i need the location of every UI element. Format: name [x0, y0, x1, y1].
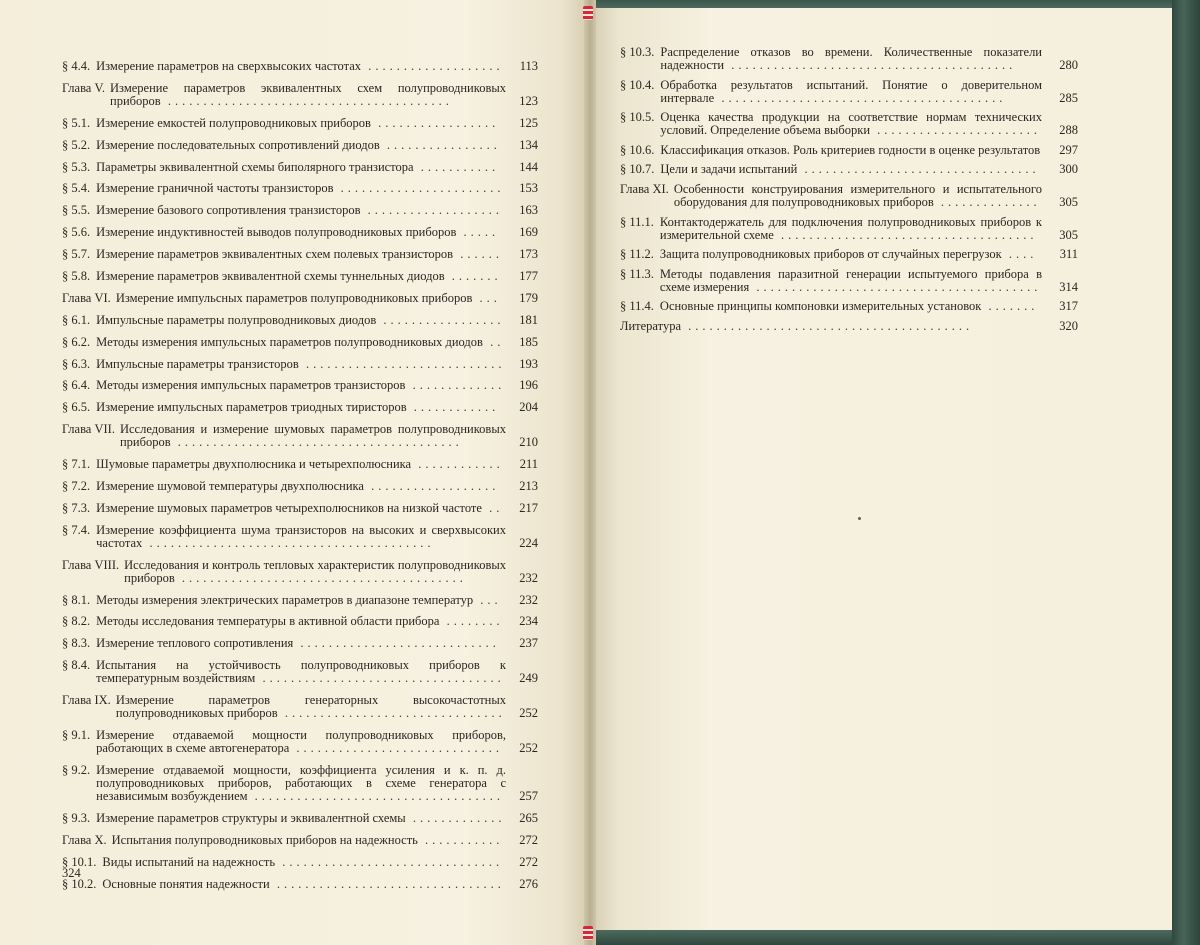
- entry-page-number: 211: [519, 457, 538, 472]
- entry-page-number: 272: [519, 832, 538, 847]
- dot-leader: .....: [456, 225, 500, 240]
- entry-page-number: 196: [519, 378, 538, 393]
- entry-title-text: Измерение параметров эквивалентных схем полевых транзисторов: [96, 247, 454, 262]
- entry-page-number: 153: [519, 181, 538, 196]
- section-number: § 8.2.: [62, 614, 91, 629]
- entry-title-text: Оценка качества продукции на соответствие нормам технических условий. Определение объема выборки: [660, 110, 1042, 138]
- dot-leader: ........................................: [142, 535, 435, 550]
- toc-entry: [62, 358, 538, 371]
- entry-page-number: 320: [1059, 318, 1078, 333]
- entry-title: [116, 694, 506, 720]
- chapter-label: Глава VI.: [62, 290, 111, 305]
- section-number: § 8.3.: [62, 636, 91, 651]
- entry-title: [96, 270, 506, 283]
- dot-leader: ........: [439, 614, 504, 629]
- entry-page-number: 305: [1059, 227, 1078, 242]
- entry-title-text: Измерение параметров эквивалентных схем полупроводниковых приборов: [110, 80, 506, 108]
- section-number: § 10.7.: [620, 162, 655, 177]
- section-number: § 9.3.: [62, 810, 91, 825]
- toc-entry: [620, 183, 1078, 209]
- entry-title-text: Литература: [620, 318, 681, 333]
- entry-page-number: 237: [519, 636, 538, 651]
- dot-leader: ...........: [417, 832, 504, 847]
- entry-page-number: 144: [519, 159, 538, 174]
- dot-leader: ........................................: [681, 318, 974, 333]
- section-number: § 10.4.: [620, 77, 655, 92]
- entry-title: [660, 216, 1042, 242]
- cover-edge-right: [1172, 0, 1200, 945]
- section-number: § 8.1.: [62, 592, 91, 607]
- dot-leader: ........................................: [749, 279, 1042, 294]
- section-number: § 9.2.: [62, 762, 91, 777]
- dot-leader: .................: [376, 312, 505, 327]
- page-number: 324: [62, 866, 81, 880]
- entry-page-number: 252: [519, 706, 538, 721]
- dot-leader: ............................: [298, 356, 506, 371]
- toc-entry: [62, 139, 538, 152]
- dot-leader: ....: [1001, 247, 1038, 262]
- entry-title-text: Измерение емкостей полупроводниковых приборов: [96, 115, 371, 130]
- section-number: § 10.5.: [620, 110, 655, 125]
- section-number: § 6.1.: [62, 312, 91, 327]
- entry-title: [96, 226, 506, 239]
- entry-page-number: 217: [519, 500, 538, 515]
- entry-page-number: 193: [519, 356, 538, 371]
- entry-page-number: 173: [519, 247, 538, 262]
- section-number: § 5.2.: [62, 137, 91, 152]
- toc-entry: [62, 314, 538, 327]
- chapter-label: Глава VII.: [62, 422, 115, 437]
- entry-title: [660, 248, 1042, 261]
- dot-leader: ............................: [293, 636, 500, 651]
- dot-leader: ..: [482, 334, 505, 349]
- entry-title-text: Измерение импульсных параметров триодных тиристоров: [96, 400, 407, 415]
- entry-page-number: 252: [519, 741, 538, 756]
- entry-title-text: Методы измерения электрических параметров в диапазоне температур: [96, 592, 474, 607]
- entry-title-text: Измерение граничной частоты транзисторов: [96, 181, 334, 196]
- toc-entry: [62, 659, 538, 685]
- section-number: § 10.2.: [62, 876, 97, 891]
- toc-entry: [620, 163, 1078, 176]
- toc-entry: [62, 248, 538, 261]
- entry-title: [660, 268, 1042, 294]
- entry-title-text: Параметры эквивалентной схемы биполярного транзистора: [96, 159, 414, 174]
- entry-title-text: Методы измерения импульсных параметров полупроводниковых диодов: [96, 334, 483, 349]
- entry-title: [674, 183, 1042, 209]
- entry-title: [660, 46, 1042, 72]
- toc-entry: [62, 637, 538, 650]
- entry-title: [96, 379, 506, 392]
- toc-entry: [62, 336, 538, 349]
- entry-title: [96, 60, 506, 73]
- toc-entry: [62, 559, 538, 585]
- entry-title-text: Классификация отказов. Роль критериев годности в оценке результатов: [660, 142, 1041, 157]
- toc-entry: [62, 117, 538, 130]
- section-number: § 11.1.: [620, 214, 654, 229]
- toc-entry: [62, 834, 538, 847]
- entry-title-text: Измерение параметров на сверхвысоких частотах: [96, 59, 362, 73]
- toc-entry: [62, 204, 538, 217]
- entry-title: [96, 401, 506, 414]
- toc-entry: [62, 694, 538, 720]
- entry-title: [660, 144, 1042, 157]
- entry-page-number: 163: [519, 203, 538, 218]
- dot-leader: ............: [411, 457, 504, 472]
- section-number: § 8.4.: [62, 658, 91, 673]
- entry-title: [96, 502, 506, 515]
- dot-leader: ..................: [363, 479, 500, 494]
- section-number: § 6.4.: [62, 378, 91, 393]
- entry-title-text: Виды испытаний на надежность: [102, 854, 276, 869]
- toc-entry: [62, 878, 538, 891]
- entry-page-number: 272: [519, 854, 538, 869]
- dot-leader: ........................................: [714, 90, 1007, 105]
- entry-title-text: Методы исследования температуры в активной области прибора: [96, 614, 440, 629]
- section-number: § 10.6.: [620, 142, 655, 157]
- section-number: § 7.1.: [62, 457, 91, 472]
- dot-leader: ................: [379, 137, 501, 152]
- toc-entry: [62, 82, 538, 108]
- dot-leader: ..: [481, 500, 504, 515]
- toc-entry: [62, 764, 538, 803]
- entry-title: [660, 111, 1042, 137]
- section-number: § 11.3.: [620, 266, 654, 281]
- entry-title-text: Измерение шумовой температуры двухполюсника: [96, 479, 364, 494]
- toc-entry: [62, 524, 538, 550]
- chapter-label: Глава X.: [62, 832, 107, 847]
- entry-title-text: Испытания полупроводниковых приборов на надежность: [111, 832, 418, 847]
- toc-entry: [62, 502, 538, 515]
- section-number: § 7.3.: [62, 500, 91, 515]
- entry-title-text: Защита полупроводниковых приборов от случайных перегрузок: [659, 247, 1002, 262]
- toc-entry: [620, 268, 1078, 294]
- entry-page-number: 300: [1059, 162, 1078, 177]
- entry-title-text: Особенности конструирования измерительного и испытательного оборудования для полупроводниковых приборов: [673, 181, 1042, 209]
- entry-title-text: Измерение отдаваемой мощности полупроводниковых приборов, работающих в схеме автогенератора: [96, 728, 506, 756]
- toc-entry: [62, 60, 538, 73]
- entry-title: [96, 358, 506, 371]
- entry-page-number: 317: [1059, 299, 1078, 314]
- dot-leader: ...................: [361, 59, 504, 73]
- toc-entry: [62, 182, 538, 195]
- entry-title: [102, 878, 506, 891]
- toc-entry: [62, 615, 538, 628]
- entry-title: [96, 524, 506, 550]
- dot-leader: ...........: [413, 159, 500, 174]
- entry-title: [660, 300, 1042, 313]
- toc-entry: [620, 320, 1078, 333]
- entry-title-text: Измерение индуктивностей выводов полупроводниковых приборов: [96, 225, 457, 240]
- paper-speck: [858, 517, 861, 520]
- toc-entry: [62, 161, 538, 174]
- entry-page-number: 125: [519, 115, 538, 130]
- entry-title: [96, 182, 506, 195]
- entry-page-number: 181: [519, 312, 538, 327]
- toc-entry: [62, 401, 538, 414]
- dot-leader: .......: [444, 269, 502, 284]
- entry-page-number: 179: [519, 290, 538, 305]
- entry-title-text: Контактодержатель для подключения полупроводниковых приборов к измерительной схеме: [659, 214, 1042, 242]
- dot-leader: ........................................: [174, 570, 467, 585]
- chapter-label: Глава V.: [62, 80, 106, 95]
- dot-leader: ...................................: [247, 788, 505, 803]
- cover-edge-top: [596, 0, 1200, 8]
- dot-leader: ..................................: [255, 671, 505, 686]
- dot-leader: .................................: [797, 162, 1040, 177]
- dot-leader: .......................: [333, 181, 505, 196]
- entry-page-number: 213: [519, 479, 538, 494]
- entry-page-number: 232: [519, 592, 538, 607]
- entry-title-text: Исследования и измерение шумовых параметров полупроводниковых приборов: [119, 422, 506, 450]
- section-number: § 5.5.: [62, 203, 91, 218]
- section-number: § 5.1.: [62, 115, 91, 130]
- entry-page-number: 285: [1059, 90, 1078, 105]
- entry-title: [120, 423, 506, 449]
- toc-entry: [620, 300, 1078, 313]
- toc-entry: [620, 216, 1078, 242]
- dot-leader: .............: [405, 378, 506, 393]
- entry-title-text: Основные принципы компоновки измерительных установок: [659, 299, 982, 314]
- entry-page-number: 177: [519, 269, 538, 284]
- entry-page-number: 232: [519, 570, 538, 585]
- headband-top: [583, 6, 593, 20]
- entry-title: [116, 292, 506, 305]
- section-number: § 5.4.: [62, 181, 91, 196]
- entry-title-text: Измерение параметров эквивалентной схемы туннельных диодов: [96, 269, 445, 284]
- entry-page-number: 305: [1059, 194, 1078, 209]
- section-number: § 5.7.: [62, 247, 91, 262]
- entry-title-text: Измерение теплового сопротивления: [96, 636, 294, 651]
- section-number: § 11.2.: [620, 247, 654, 262]
- entry-title: [110, 82, 506, 108]
- entry-title: [96, 248, 506, 261]
- dot-leader: ........................................: [160, 93, 453, 108]
- entry-title-text: Измерение шумовых параметров четырехполюсников на низкой частоте: [96, 500, 482, 515]
- entry-title-text: Методы измерения импульсных параметров транзисторов: [96, 378, 406, 393]
- entry-page-number: 257: [519, 788, 538, 803]
- entry-title: [96, 637, 506, 650]
- entry-title: [96, 812, 506, 825]
- entry-title: [660, 79, 1042, 105]
- section-number: § 6.3.: [62, 356, 91, 371]
- entry-page-number: 249: [519, 671, 538, 686]
- entry-title: [96, 659, 506, 685]
- cover-edge-bottom: [596, 930, 1200, 945]
- entry-title-text: Основные понятия надежности: [102, 876, 270, 891]
- entry-title-text: Цели и задачи испытаний: [660, 162, 798, 177]
- entry-page-number: 265: [519, 810, 538, 825]
- chapter-label: Глава VIII.: [62, 557, 120, 572]
- section-number: § 9.1.: [62, 728, 91, 743]
- entry-title: [96, 729, 506, 755]
- entry-title-text: Распределение отказов во времени. Количественные показатели надежности: [660, 45, 1042, 72]
- entry-title: [112, 834, 506, 847]
- entry-page-number: 185: [519, 334, 538, 349]
- entry-title-text: Шумовые параметры двухполюсника и четырехполюсника: [96, 457, 412, 472]
- dot-leader: .......................: [870, 123, 1042, 138]
- dot-leader: ..............: [933, 194, 1041, 209]
- entry-page-number: 224: [519, 535, 538, 550]
- toc-entry: [62, 856, 538, 869]
- entry-page-number: 234: [519, 614, 538, 629]
- section-number: § 10.3.: [620, 45, 655, 59]
- entry-title: [96, 161, 506, 174]
- section-number: § 7.2.: [62, 479, 91, 494]
- toc-entry: [620, 46, 1078, 72]
- entry-title-text: Испытания на устойчивость полупроводниковых приборов к температурным воздействиям: [96, 658, 506, 686]
- entry-title: [96, 480, 506, 493]
- section-number: § 7.4.: [62, 522, 91, 537]
- entry-page-number: 314: [1059, 279, 1078, 294]
- entry-title-text: Исследования и контроль тепловых характеристик полупроводниковых приборов: [124, 557, 506, 585]
- toc-entry: [620, 111, 1078, 137]
- dot-leader: ...: [473, 592, 502, 607]
- chapter-label: Глава IX.: [62, 693, 111, 708]
- toc-entry: [62, 480, 538, 493]
- toc-entry: [62, 379, 538, 392]
- toc-entry: [62, 594, 538, 607]
- entry-title: [96, 594, 506, 607]
- toc-entry: [620, 79, 1078, 105]
- toc-entry: [62, 729, 538, 755]
- toc-entry: [62, 226, 538, 239]
- entry-page-number: 311: [1059, 247, 1078, 262]
- dot-leader: ......: [453, 247, 503, 262]
- section-number: § 5.3.: [62, 159, 91, 174]
- toc-left-list: [62, 60, 538, 899]
- dot-leader: ...............................: [275, 854, 504, 869]
- entry-title-text: Измерение отдаваемой мощности, коэффициента усиления и к. п. д. полупроводниковых приборов, работающих в схеме генератора с независимым возбуждением: [96, 762, 506, 803]
- section-number: § 5.8.: [62, 269, 91, 284]
- entry-title-text: Измерение импульсных параметров полупроводниковых приборов: [115, 290, 473, 305]
- entry-title: [96, 615, 506, 628]
- entry-page-number: 297: [1059, 142, 1078, 157]
- entry-page-number: 113: [519, 59, 538, 73]
- chapter-label: Глава XI.: [620, 181, 669, 196]
- entry-page-number: 204: [519, 400, 538, 415]
- dot-leader: .............: [405, 810, 506, 825]
- entry-page-number: 169: [519, 225, 538, 240]
- entry-title-text: Методы подавления паразитной генерации испытуемого прибора в схеме измерения: [659, 266, 1042, 294]
- dot-leader: .................: [370, 115, 500, 130]
- dot-leader: ........................................: [724, 58, 1017, 72]
- entry-title: [96, 336, 506, 349]
- entry-title-text: Измерение параметров генераторных высокочастотных полупроводниковых приборов: [115, 693, 506, 721]
- entry-title: [96, 458, 506, 471]
- entry-page-number: 280: [1059, 58, 1078, 72]
- entry-page-number: 123: [519, 93, 538, 108]
- dot-leader: ............: [406, 400, 500, 415]
- entry-title: [660, 163, 1042, 176]
- dot-leader: ...: [472, 290, 501, 305]
- headband-bottom: [583, 926, 593, 940]
- entry-title-text: Импульсные параметры полупроводниковых диодов: [96, 312, 377, 327]
- entry-title-text: Обработка результатов испытаний. Понятие о доверительном интервале: [660, 77, 1042, 105]
- entry-page-number: 210: [519, 435, 538, 450]
- entry-title: [96, 314, 506, 327]
- book-gutter: [584, 0, 596, 945]
- entry-title: [96, 139, 506, 152]
- toc-entry: [62, 458, 538, 471]
- dot-leader: .......: [981, 299, 1039, 314]
- toc-entry: [620, 248, 1078, 261]
- toc-entry: [620, 144, 1078, 157]
- entry-page-number: 134: [519, 137, 538, 152]
- entry-page-number: 288: [1059, 123, 1078, 138]
- entry-title: [96, 117, 506, 130]
- entry-title-text: Измерение базового сопротивления транзисторов: [96, 203, 361, 218]
- dot-leader: ................................: [269, 876, 505, 891]
- entry-title: [102, 856, 506, 869]
- toc-entry: [62, 423, 538, 449]
- entry-title: [124, 559, 506, 585]
- toc-entry: [62, 292, 538, 305]
- dot-leader: ...................: [360, 203, 503, 218]
- entry-title: [96, 204, 506, 217]
- section-number: § 6.2.: [62, 334, 91, 349]
- entry-title-text: Измерение параметров структуры и эквивалентной схемы: [96, 810, 406, 825]
- section-number: § 5.6.: [62, 225, 91, 240]
- dot-leader: ........................................: [170, 435, 463, 450]
- entry-title-text: Измерение коэффициента шума транзисторов на высоких и сверхвысоких частотах: [96, 522, 506, 550]
- dot-leader: ....................................: [773, 227, 1038, 242]
- section-number: § 10.1.: [62, 854, 97, 869]
- entry-title-text: Измерение последовательных сопротивлений диодов: [96, 137, 380, 152]
- entry-title-text: Импульсные параметры транзисторов: [96, 356, 299, 371]
- toc-entry: [62, 270, 538, 283]
- entry-page-number: 276: [519, 876, 538, 891]
- section-number: § 4.4.: [62, 59, 91, 73]
- entry-title: [96, 764, 506, 803]
- toc-right-list: [620, 46, 1078, 340]
- entry-title: [620, 320, 1042, 333]
- dot-leader: .............................: [289, 741, 504, 756]
- section-number: § 6.5.: [62, 400, 91, 415]
- toc-entry: [62, 812, 538, 825]
- section-number: § 11.4.: [620, 299, 654, 314]
- dot-leader: ...............................: [277, 706, 506, 721]
